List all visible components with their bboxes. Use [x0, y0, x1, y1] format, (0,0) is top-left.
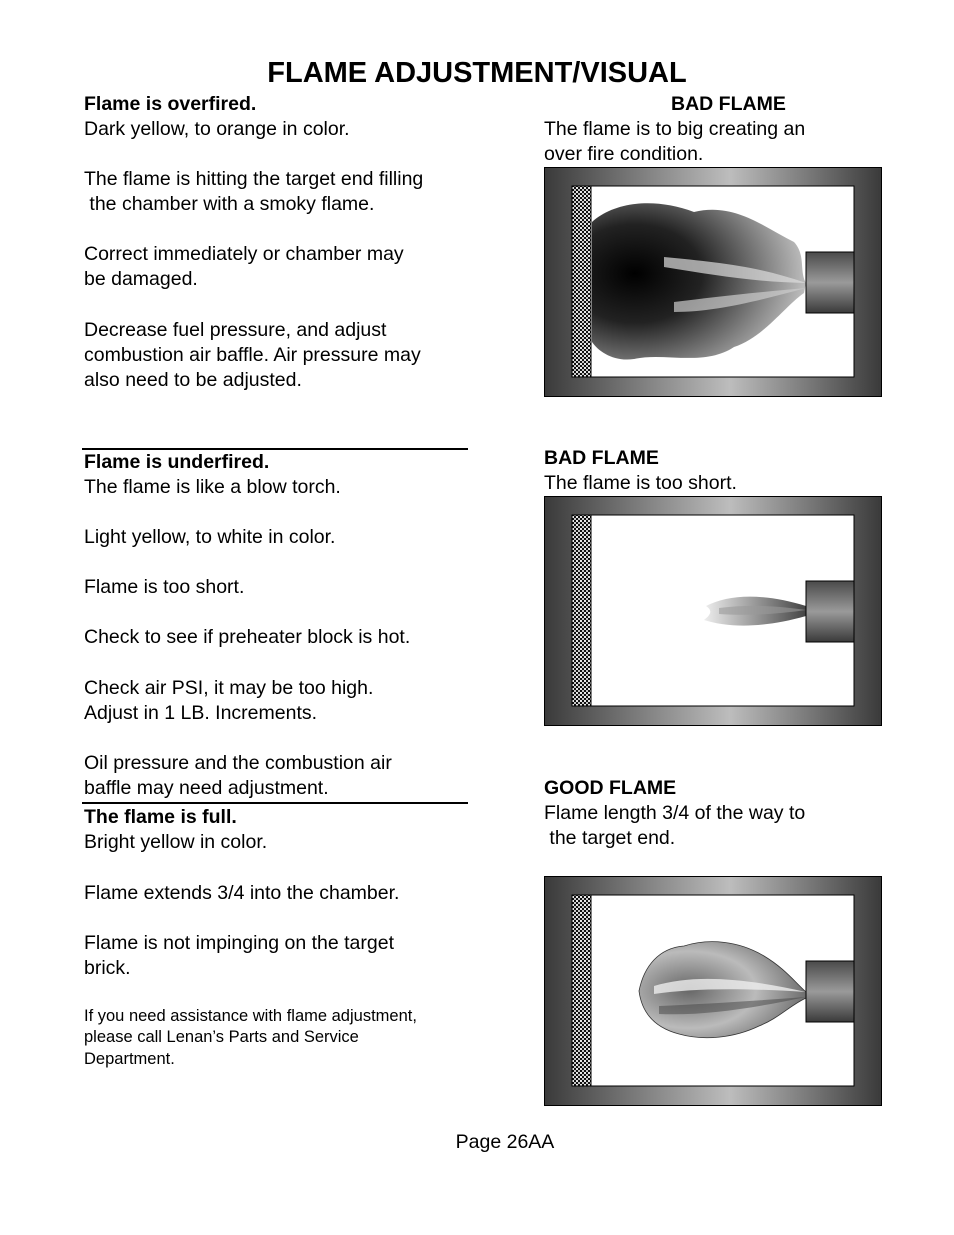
good-flame-diagram — [544, 876, 882, 1106]
full-text: brick. — [84, 957, 131, 979]
overfired-text: be damaged. — [84, 268, 198, 290]
overfired-text: Correct immediately or chamber may — [84, 243, 404, 265]
underfired-flame-diagram — [544, 496, 882, 726]
panel-2-label: BAD FLAME — [544, 447, 659, 469]
assistance-note: If you need assistance with flame adjustment, — [84, 1007, 417, 1025]
full-text: Flame is not impinging on the target — [84, 932, 395, 954]
full-heading: The flame is full. — [84, 806, 237, 828]
page-number: Page 26AA — [455, 1131, 555, 1153]
underfired-heading: Flame is underfired. — [84, 451, 270, 473]
overfired-text: combustion air baffle. Air pressure may — [84, 344, 421, 366]
underfired-text: Flame is too short. — [84, 576, 245, 598]
underfired-text: The flame is like a blow torch. — [84, 476, 341, 498]
assistance-note: please call Lenan’s Parts and Service — [84, 1028, 359, 1046]
panel-3-desc: the target end. — [544, 827, 676, 849]
underfired-text: Light yellow, to white in color. — [84, 526, 336, 548]
overfired-text: The flame is hitting the target end filling — [84, 168, 424, 190]
panel-2-desc: The flame is too short. — [544, 472, 737, 494]
overfired-text: Dark yellow, to orange in color. — [84, 118, 350, 140]
underfired-text: Adjust in 1 LB. Increments. — [84, 702, 318, 724]
section-divider — [82, 802, 468, 804]
assistance-note: Department. — [84, 1050, 175, 1068]
underfired-text: Check to see if preheater block is hot. — [84, 626, 411, 648]
panel-1-desc: The flame is to big creating an — [544, 118, 806, 140]
panel-1-label: BAD FLAME — [671, 93, 786, 115]
panel-3-label: GOOD FLAME — [544, 777, 677, 799]
full-text: Flame extends 3/4 into the chamber. — [84, 882, 400, 904]
full-text: Bright yellow in color. — [84, 831, 268, 853]
panel-1-desc: over fire condition. — [544, 143, 704, 165]
overfired-text: the chamber with a smoky flame. — [84, 193, 375, 215]
underfired-text: Oil pressure and the combustion air — [84, 752, 392, 774]
underfired-text: Check air PSI, it may be too high. — [84, 677, 374, 699]
overfired-flame-diagram — [544, 167, 882, 397]
page-title: FLAME ADJUSTMENT/VISUAL — [267, 57, 687, 89]
overfired-text: also need to be adjusted. — [84, 369, 302, 391]
underfired-text: baffle may need adjustment. — [84, 777, 329, 799]
overfired-heading: Flame is overfired. — [84, 93, 257, 115]
panel-3-desc: Flame length 3/4 of the way to — [544, 802, 806, 824]
overfired-text: Decrease fuel pressure, and adjust — [84, 319, 387, 341]
